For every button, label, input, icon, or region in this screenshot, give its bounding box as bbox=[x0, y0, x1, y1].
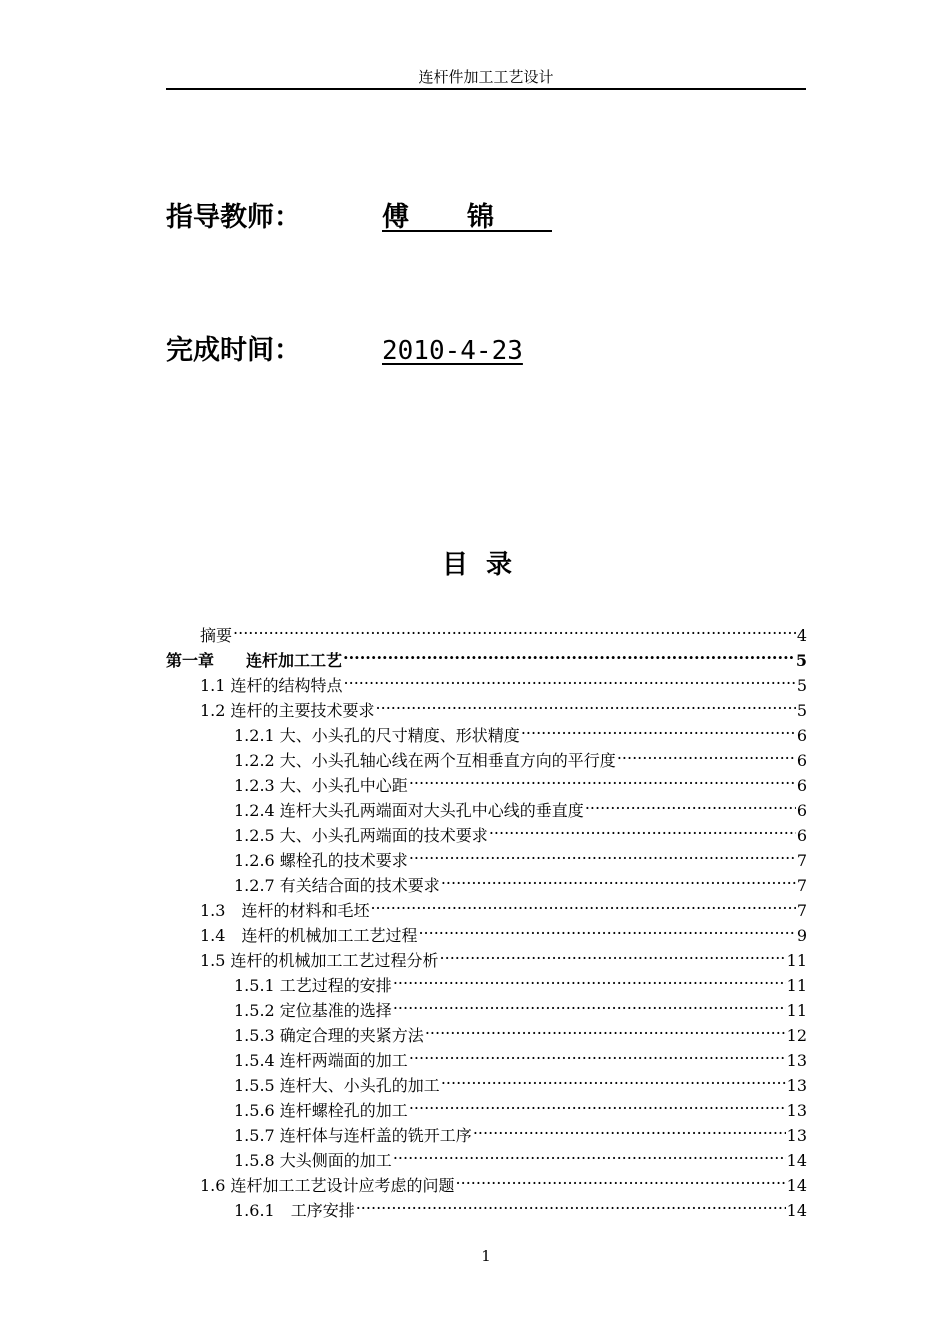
toc-entry-text: 第一章 连杆加工工艺 bbox=[166, 651, 343, 670]
toc-entry[interactable] bbox=[166, 741, 807, 770]
toc-entry-text: 1.5.7 连杆体与连杆盖的铣开工序 bbox=[234, 1126, 472, 1145]
toc-entry[interactable] bbox=[166, 1016, 807, 1045]
toc-entry-page: 6 bbox=[796, 801, 807, 820]
toc-entry[interactable] bbox=[166, 916, 807, 945]
toc-leader bbox=[409, 841, 796, 866]
toc-entry[interactable] bbox=[166, 616, 807, 645]
toc-entry-page: 5 bbox=[795, 651, 807, 670]
toc-entry-text: 1.5.2 定位基准的选择 bbox=[234, 1001, 392, 1020]
toc-entry-page: 5 bbox=[796, 701, 807, 720]
toc-entry-page: 7 bbox=[796, 901, 807, 920]
toc-leader bbox=[617, 741, 796, 766]
toc-entry-text: 摘要 bbox=[200, 626, 233, 645]
toc-entry-text: 1.6.1 工序安排 bbox=[234, 1201, 355, 1220]
toc-leader bbox=[418, 916, 795, 941]
toc-entry-page: 7 bbox=[796, 851, 807, 870]
toc-entry-page: 6 bbox=[796, 726, 807, 745]
toc-entry-page: 14 bbox=[786, 1151, 807, 1170]
toc-entry[interactable] bbox=[166, 716, 807, 745]
teacher-label: 指导教师： bbox=[166, 202, 301, 233]
toc-leader bbox=[521, 716, 796, 741]
toc-entry-text: 1.5.4 连杆两端面的加工 bbox=[234, 1051, 408, 1070]
toc-entry-page: 11 bbox=[786, 1001, 807, 1020]
toc-entry[interactable] bbox=[166, 1066, 807, 1095]
toc-entry[interactable] bbox=[166, 1041, 807, 1070]
toc-entry-text: 1.5.5 连杆大、小头孔的加工 bbox=[234, 1076, 440, 1095]
toc-leader bbox=[370, 891, 795, 916]
toc-entry-text: 1.6 连杆加工工艺设计应考虑的问题 bbox=[200, 1176, 455, 1195]
toc-leader bbox=[585, 791, 796, 816]
toc-leader bbox=[409, 766, 796, 791]
toc-entry-text: 1.4 连杆的机械加工工艺过程 bbox=[200, 926, 418, 945]
toc-entry-text: 1.2.6 螺栓孔的技术要求 bbox=[234, 851, 408, 870]
toc-entry-page: 13 bbox=[786, 1076, 807, 1095]
toc-entry-page: 7 bbox=[796, 876, 807, 895]
toc-leader bbox=[376, 691, 796, 716]
toc-entry[interactable] bbox=[166, 966, 807, 995]
table-of-contents bbox=[166, 616, 807, 1220]
toc-entry-text: 1.2.7 有关结合面的技术要求 bbox=[234, 876, 440, 895]
toc-leader bbox=[393, 991, 786, 1016]
toc-entry-page: 6 bbox=[796, 826, 807, 845]
toc-entry[interactable] bbox=[166, 791, 807, 820]
toc-entry-page: 4 bbox=[796, 626, 807, 645]
toc-entry[interactable] bbox=[166, 1191, 807, 1220]
toc-entry[interactable] bbox=[166, 1166, 807, 1195]
toc-entry-text: 1.5.3 确定合理的夹紧方法 bbox=[234, 1026, 424, 1045]
toc-entry[interactable] bbox=[166, 666, 807, 695]
toc-entry-page: 13 bbox=[786, 1126, 807, 1145]
toc-leader bbox=[409, 1041, 786, 1066]
toc-entry-text: 1.2 连杆的主要技术要求 bbox=[200, 701, 375, 720]
toc-leader bbox=[393, 966, 786, 991]
toc-entry[interactable] bbox=[166, 816, 807, 845]
header-rule bbox=[166, 88, 806, 90]
toc-leader bbox=[489, 816, 796, 841]
toc-entry[interactable] bbox=[166, 691, 807, 720]
toc-leader bbox=[356, 1191, 786, 1216]
toc-entry-page: 13 bbox=[786, 1051, 807, 1070]
date-value: 2010-4-23 bbox=[382, 336, 523, 366]
toc-entry[interactable] bbox=[166, 866, 807, 895]
toc-entry-text: 1.5 连杆的机械加工工艺过程分析 bbox=[200, 951, 439, 970]
toc-entry[interactable] bbox=[166, 1091, 807, 1120]
toc-entry-page: 14 bbox=[786, 1176, 807, 1195]
toc-entry-text: 1.3 连杆的材料和毛坯 bbox=[200, 901, 370, 920]
toc-entry[interactable] bbox=[166, 891, 807, 920]
toc-entry-page: 14 bbox=[786, 1201, 807, 1220]
toc-entry-text: 1.2.5 大、小头孔两端面的技术要求 bbox=[234, 826, 488, 845]
toc-leader bbox=[456, 1166, 786, 1191]
toc-entry-page: 12 bbox=[786, 1026, 807, 1045]
teacher-name: 傅锦 bbox=[382, 202, 552, 233]
date-label: 完成时间： bbox=[166, 335, 301, 366]
toc-entry[interactable] bbox=[166, 641, 807, 670]
toc-entry-page: 11 bbox=[786, 951, 807, 970]
toc-entry-page: 6 bbox=[796, 751, 807, 770]
toc-entry-text: 1.2.4 连杆大头孔两端面对大头孔中心线的垂直度 bbox=[234, 801, 584, 820]
toc-entry-page: 11 bbox=[786, 976, 807, 995]
toc-leader bbox=[440, 941, 786, 966]
toc-entry-text: 1.5.8 大头侧面的加工 bbox=[234, 1151, 392, 1170]
toc-leader bbox=[344, 666, 796, 691]
toc-entry-text: 1.2.3 大、小头孔中心距 bbox=[234, 776, 408, 795]
page-number: 1 bbox=[481, 1247, 491, 1265]
toc-entry-page: 9 bbox=[796, 926, 807, 945]
toc-entry[interactable] bbox=[166, 766, 807, 795]
toc-entry[interactable] bbox=[166, 1116, 807, 1145]
page-header: 连杆件加工工艺设计 bbox=[418, 68, 554, 86]
toc-leader bbox=[441, 866, 796, 891]
toc-leader bbox=[393, 1141, 786, 1166]
toc-entry[interactable] bbox=[166, 841, 807, 870]
toc-leader bbox=[343, 641, 795, 666]
toc-entry[interactable] bbox=[166, 991, 807, 1020]
toc-entry-page: 13 bbox=[786, 1101, 807, 1120]
toc-title: 目录 bbox=[441, 550, 530, 580]
toc-entry[interactable] bbox=[166, 1141, 807, 1170]
toc-entry-text: 1.1 连杆的结构特点 bbox=[200, 676, 343, 695]
toc-entry-text: 1.2.2 大、小头孔轴心线在两个互相垂直方向的平行度 bbox=[234, 751, 616, 770]
toc-leader bbox=[425, 1016, 786, 1041]
toc-entry-page: 5 bbox=[796, 676, 807, 695]
toc-leader bbox=[473, 1116, 786, 1141]
toc-entry[interactable] bbox=[166, 941, 807, 970]
toc-entry-text: 1.5.1 工艺过程的安排 bbox=[234, 976, 392, 995]
toc-entry-text: 1.5.6 连杆螺栓孔的加工 bbox=[234, 1101, 408, 1120]
toc-leader bbox=[409, 1091, 786, 1116]
toc-leader bbox=[441, 1066, 786, 1091]
toc-entry-page: 6 bbox=[796, 776, 807, 795]
toc-leader bbox=[233, 616, 796, 641]
toc-entry-text: 1.2.1 大、小头孔的尺寸精度、形状精度 bbox=[234, 726, 520, 745]
